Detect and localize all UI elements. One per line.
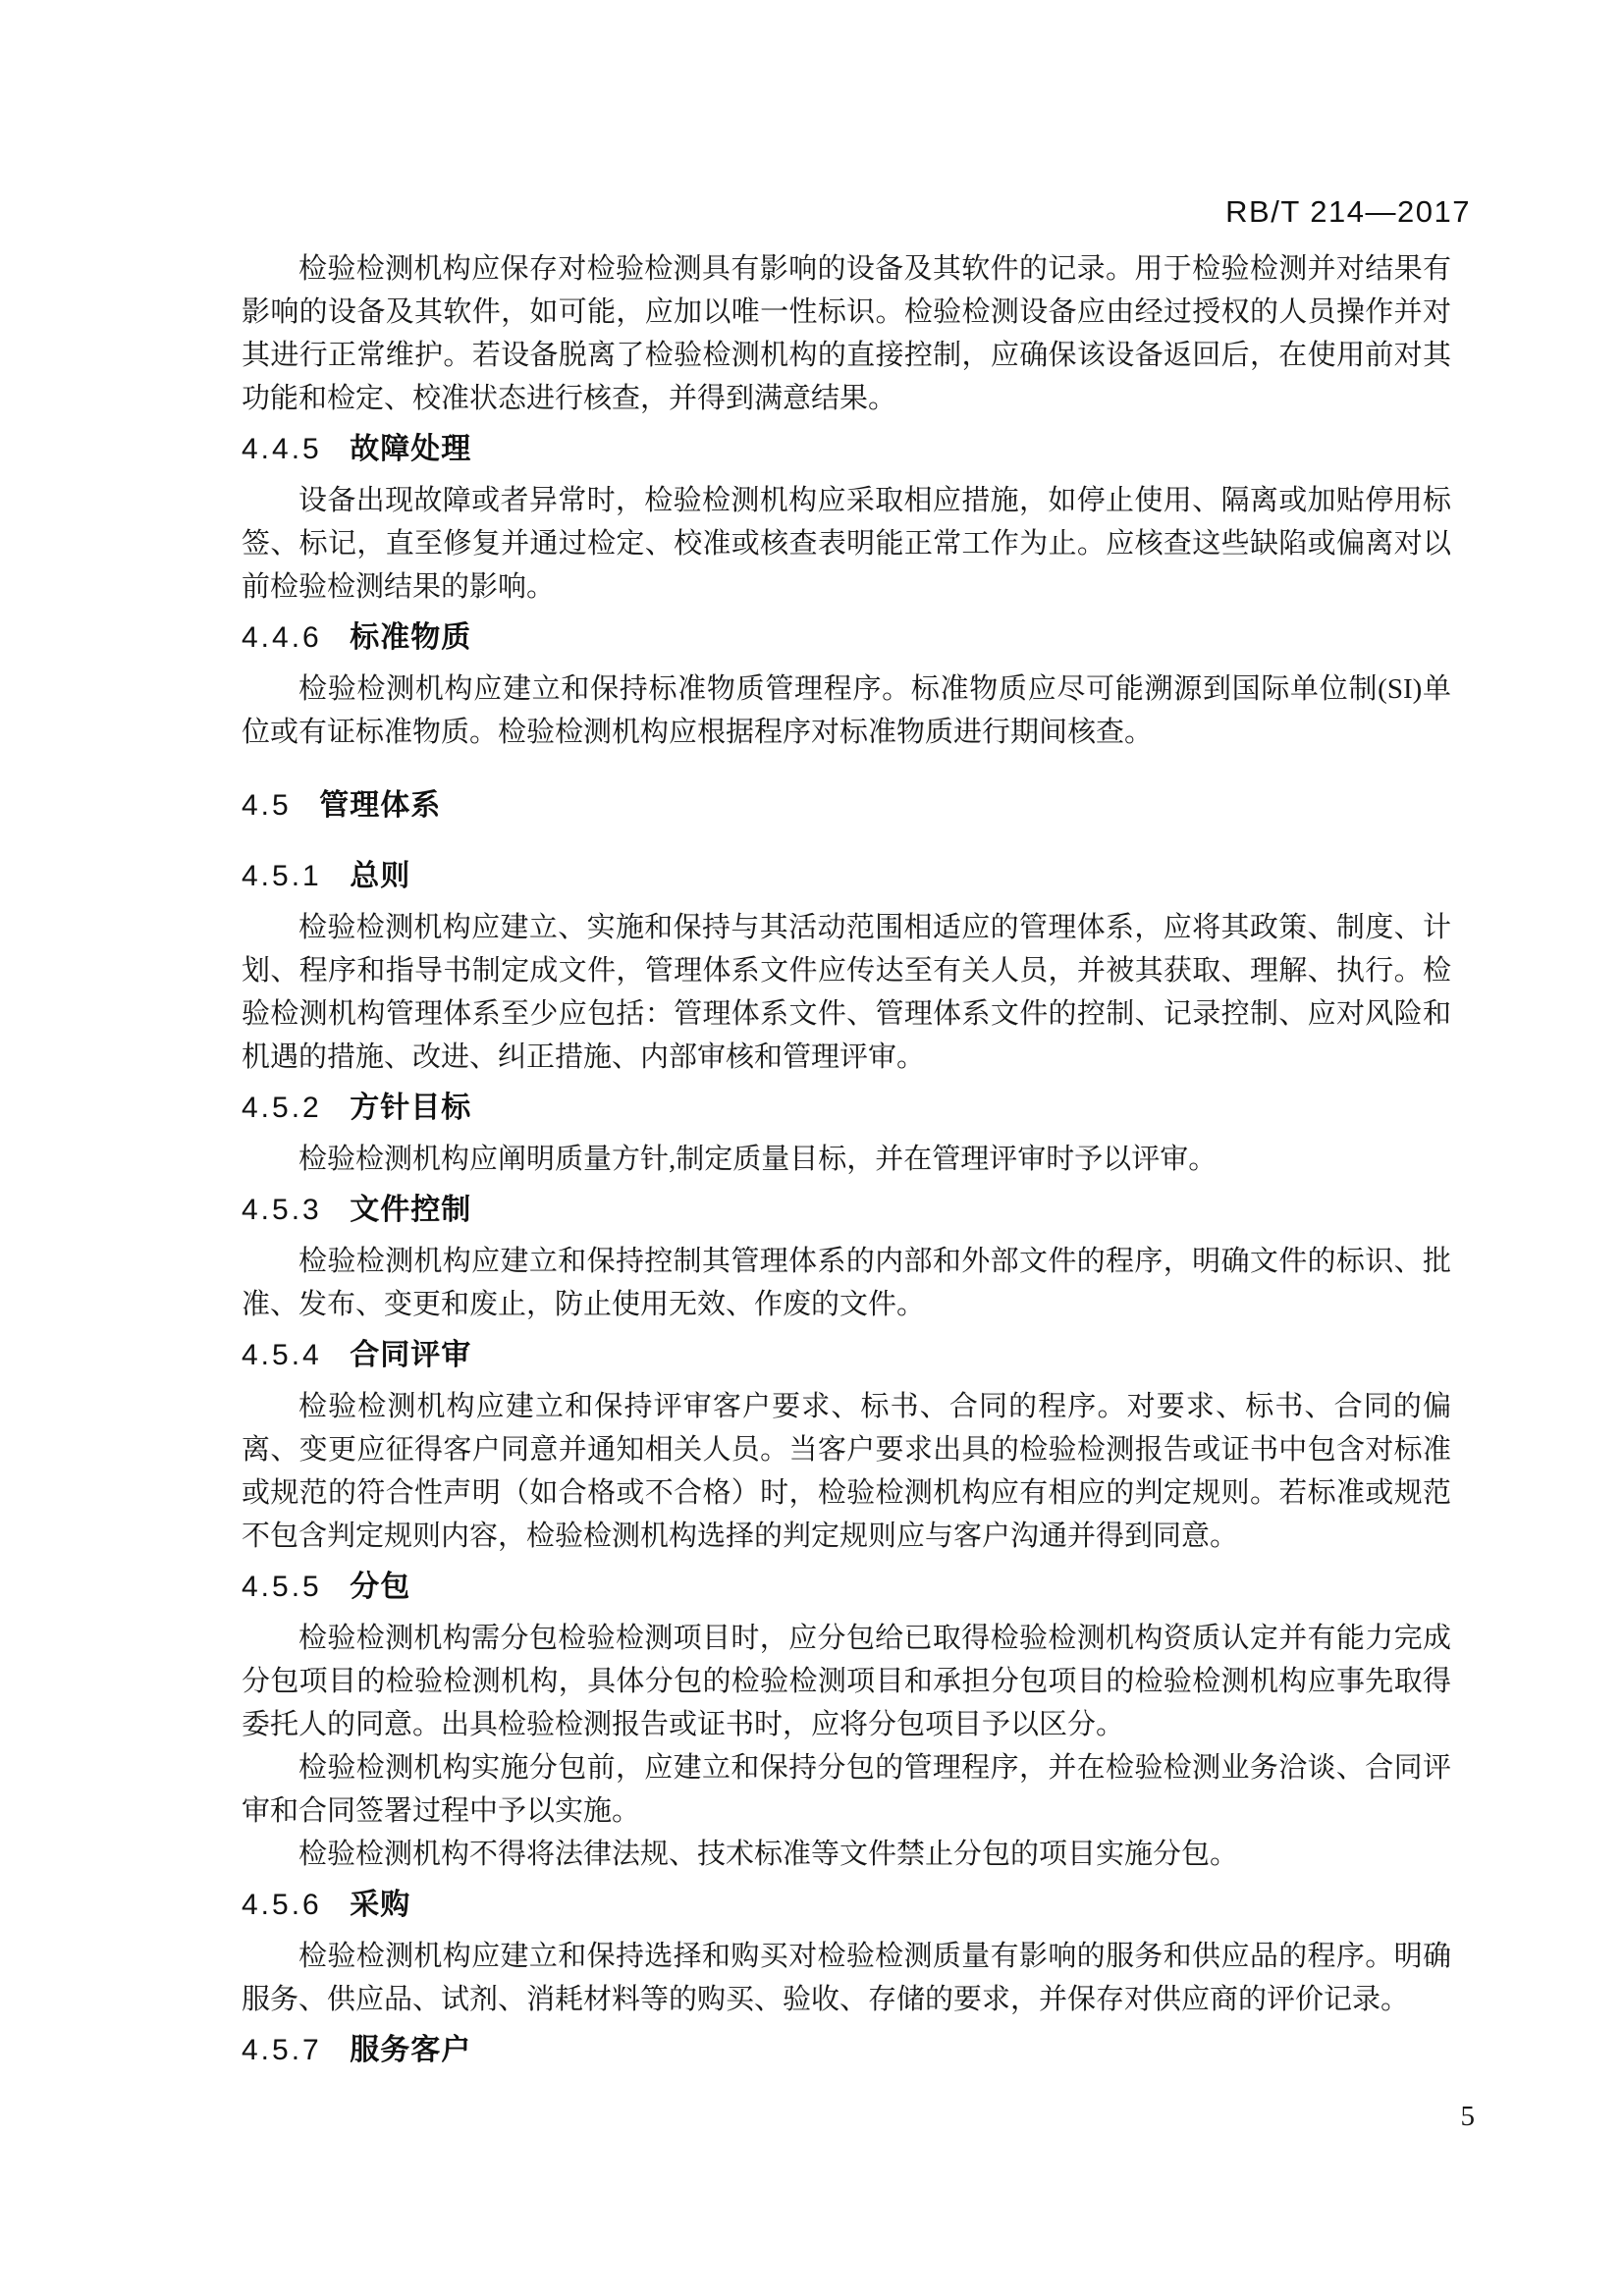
paragraph-subcontracting-1: 检验检测机构需分包检验检测项目时，应分包给已取得检验检测机构资质认定并有能力完成分包项目的检验检测机构，具体分包的检验检测项目和承担分包项目的检验检测机构应事先取得委托人的同意。出具检验检测报告或证书时，应将分包项目予以区分。 (242, 1623, 1451, 1740)
page-number: 5 (1460, 2101, 1475, 2132)
paragraph-subcontracting-2: 检验检测机构实施分包前，应建立和保持分包的管理程序，并在检验检测业务洽谈、合同评审和合同签署过程中予以实施。 (242, 1752, 1451, 1827)
section-heading-4-5-2 (242, 1090, 1451, 1127)
paragraph-general-principles: 检验检测机构应建立、实施和保持与其活动范围相适应的管理体系，应将其政策、制度、计划、程序和指导书制定成文件，管理体系文件应传达至有关人员，并被其获取、理解、执行。检验检测机构管理体系至少应包括：管理体系文件、管理体系文件的控制、记录控制、应对风险和机遇的措施、改进、纠正措施、内部审核和管理评审。 (242, 912, 1451, 1073)
section-number: 4.5.4 (242, 1339, 322, 1371)
section-heading-4-4-5 (242, 431, 1451, 468)
document-body (242, 247, 1451, 2080)
section-number: 4.5.5 (242, 1571, 322, 1603)
paragraph-reference-materials: 检验检测机构应建立和保持标准物质管理程序。标准物质应尽可能溯源到国际单位制(SI)单位或有证标准物质。检验检测机构应根据程序对标准物质进行期间核查。 (242, 673, 1451, 748)
section-heading-4-5-7 (242, 2032, 1451, 2069)
section-number: 4.5.3 (242, 1194, 322, 1226)
section-title: 分包 (350, 1571, 411, 1603)
section-heading-4-5-5 (242, 1569, 1451, 1606)
section-title: 故障处理 (350, 433, 472, 465)
paragraph-fault-handling: 设备出现故障或者异常时，检验检测机构应采取相应措施，如停止使用、隔离或加贴停用标签、标记，直至修复并通过检定、校准或核查表明能正常工作为止。应核查这些缺陷或偏离对以前检验检测结果的影响。 (242, 485, 1451, 603)
paragraph-document-control: 检验检测机构应建立和保持控制其管理体系的内部和外部文件的程序，明确文件的标识、批准、发布、变更和废止，防止使用无效、作废的文件。 (242, 1246, 1451, 1320)
paragraph-contract-review: 检验检测机构应建立和保持评审客户要求、标书、合同的程序。对要求、标书、合同的偏离、变更应征得客户同意并通知相关人员。当客户要求出具的检验检测报告或证书中包含对标准或规范的符合性声明（如合格或不合格）时，检验检测机构应有相应的判定规则。若标准或规范不包含判定规则内容，检验检测机构选择的判定规则应与客户沟通并得到同意。 (242, 1391, 1451, 1552)
section-number: 4.5.1 (242, 860, 322, 892)
section-title: 服务客户 (350, 2034, 472, 2066)
section-number: 4.5 (242, 789, 292, 822)
section-title: 方针目标 (350, 1092, 472, 1124)
section-heading-4-5-3 (242, 1192, 1451, 1229)
section-title: 总则 (350, 860, 411, 892)
section-title: 采购 (350, 1889, 411, 1921)
section-title: 管理体系 (319, 789, 442, 822)
section-heading-4-5-6 (242, 1887, 1451, 1924)
paragraph-equipment-records: 检验检测机构应保存对检验检测具有影响的设备及其软件的记录。用于检验检测并对结果有影响的设备及其软件，如可能，应加以唯一性标识。检验检测设备应由经过授权的人员操作并对其进行正常维护。若设备脱离了检验检测机构的直接控制，应确保该设备返回后，在使用前对其功能和检定、校准状态进行核查，并得到满意结果。 (242, 253, 1451, 414)
section-title: 文件控制 (350, 1194, 472, 1226)
section-heading-4-5 (242, 787, 1451, 825)
section-number: 4.5.7 (242, 2034, 322, 2066)
section-number: 4.4.5 (242, 433, 322, 465)
paragraph-purchasing: 检验检测机构应建立和保持选择和购买对检验检测质量有影响的服务和供应品的程序。明确服务、供应品、试剂、消耗材料等的购买、验收、存储的要求，并保存对供应商的评价记录。 (242, 1941, 1451, 2015)
section-title: 合同评审 (350, 1339, 472, 1371)
section-number: 4.5.2 (242, 1092, 322, 1124)
section-heading-4-5-4 (242, 1337, 1451, 1374)
section-number: 4.5.6 (242, 1889, 322, 1921)
paragraph-policy-objectives: 检验检测机构应阐明质量方针,制定质量目标，并在管理评审时予以评审。 (298, 1144, 1218, 1175)
section-number: 4.4.6 (242, 621, 322, 654)
document-standard-number: RB/T 214—2017 (1225, 194, 1471, 229)
section-heading-4-5-1 (242, 858, 1451, 895)
section-title: 标准物质 (350, 621, 472, 654)
paragraph-subcontracting-3: 检验检测机构不得将法律法规、技术标准等文件禁止分包的项目实施分包。 (298, 1839, 1239, 1870)
section-heading-4-4-6 (242, 619, 1451, 657)
